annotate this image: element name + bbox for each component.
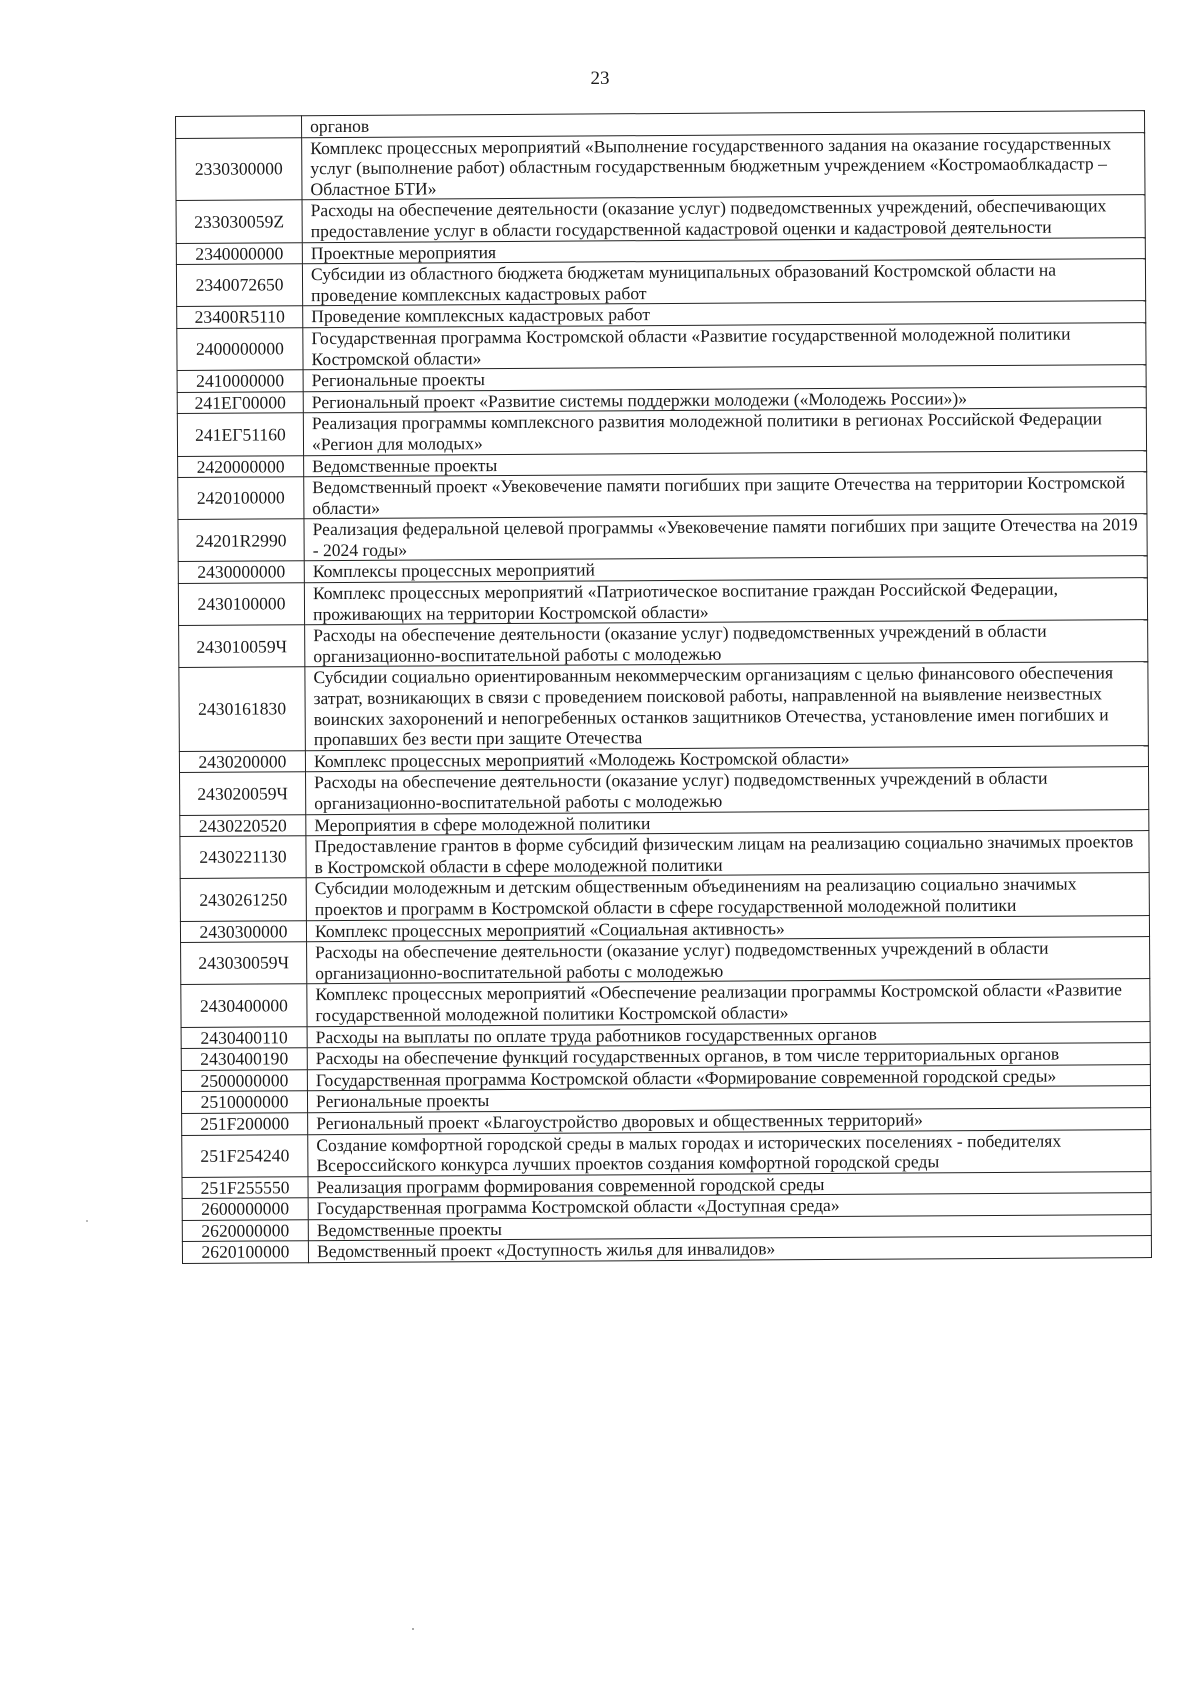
item-description: Комплекс процессных мероприятий «Социальная активность» <box>306 915 1149 942</box>
table-body <box>176 111 1152 1264</box>
table-row <box>176 259 1145 307</box>
classification-code: 24201R2990 <box>178 519 304 562</box>
classification-code: 241ЕГ00000 <box>177 391 303 413</box>
item-description: Расходы на обеспечение деятельности (оказание услуг) подведомственных учреждений, обеспечивающих предоставление услуг в области государственной кадастровой оценки и кадастровой деятельности <box>302 195 1145 242</box>
item-description: Ведомственные проекты <box>304 450 1147 477</box>
item-description: Комплексы процессных мероприятий <box>304 556 1147 583</box>
table-row <box>180 767 1149 815</box>
classification-code: 251F254240 <box>182 1134 308 1177</box>
classification-code: 2430200000 <box>179 751 305 773</box>
item-description: Региональный проект «Развитие системы поддержки молодежи («Молодежь России»)» <box>303 386 1146 413</box>
table-row <box>178 514 1147 562</box>
budget-classification-table <box>175 110 1152 1264</box>
classification-code: 2430400000 <box>181 984 307 1027</box>
item-description: Субсидии молодежным и детским общественным объединениям на реализацию социально значимых проектов и программ в Костромской области в сфере государственной молодежной политики <box>306 873 1149 920</box>
item-description: Региональный проект «Благоустройство дворовых и общественных территорий» <box>308 1107 1151 1134</box>
classification-code: 243020059Ч <box>180 772 306 815</box>
table-row <box>177 323 1146 371</box>
item-description: Расходы на обеспечение функций государственных органов, в том числе территориальных органов <box>307 1043 1150 1070</box>
classification-code: 2410000000 <box>177 370 303 392</box>
item-description: Государственная программа Костромской области «Развитие государственной молодежной политики Костромской области» <box>303 323 1146 370</box>
classification-code: 23400R5110 <box>177 306 303 328</box>
item-description: Комплекс процессных мероприятий «Выполнение государственного задания на оказание государственных услуг (выполнение работ) областным государственным бюджетным учреждением «Костромаоблкадастр – Областное БТИ» <box>302 132 1145 200</box>
table-row <box>182 1129 1151 1177</box>
classification-code: 2500000000 <box>181 1069 307 1091</box>
classification-code: 2430400190 <box>181 1048 307 1070</box>
item-description: Комплекс процессных мероприятий «Молодежь Костромской области» <box>305 745 1148 772</box>
item-description: Расходы на обеспечение деятельности (оказание услуг) подведомственных учреждений в области организационно-воспитательной работы с молодежью <box>307 937 1150 984</box>
classification-code: 2340072650 <box>176 264 302 307</box>
classification-code: 243030059Ч <box>181 942 307 985</box>
item-description: Реализация программ формирования современной городской среды <box>308 1171 1151 1198</box>
item-description: Субсидии из областного бюджета бюджетам муниципальных образований Костромской области на проведение комплексных кадастровых работ <box>302 259 1145 306</box>
item-description: органов <box>302 111 1145 138</box>
scan-speck <box>86 1220 88 1222</box>
classification-code: 2430400110 <box>181 1026 307 1048</box>
item-description: Ведомственные проекты <box>308 1214 1151 1241</box>
classification-code: 2600000000 <box>182 1198 308 1220</box>
page-number: 23 <box>590 68 610 89</box>
classification-code: 2430161830 <box>179 667 306 751</box>
classification-code: 251F200000 <box>182 1113 308 1135</box>
item-description: Предоставление грантов в форме субсидий физическим лицам на реализацию социально значимых проектов в Костромской области в сфере молодежной политики <box>306 831 1149 878</box>
scan-speck <box>412 1628 414 1630</box>
item-description: Комплекс процессных мероприятий «Патриотическое воспитание граждан Российской Федерации, проживающих на территории Костромской области» <box>304 578 1147 625</box>
item-description: Государственная программа Костромской области «Доступная среда» <box>308 1193 1151 1220</box>
item-description: Реализация федеральной целевой программы «Увековечение памяти погибших при защите Отечества на 2019 - 2024 годы» <box>304 514 1147 561</box>
item-description: Субсидии социально ориентированным некоммерческим организациям с целью финансового обеспечения затрат, возникающих в связи с проведением поисковой работы, направленной на выявление неизвестных воинских захоронений и непогребенных останков защитников Отечества, установление имен погибших и пропавших без вести при защите Отечества <box>305 662 1148 751</box>
classification-code: 2430000000 <box>178 561 304 583</box>
item-description: Государственная программа Костромской области «Формирование современной городской среды» <box>307 1064 1150 1091</box>
classification-code: 2430300000 <box>180 920 306 942</box>
item-description: Ведомственный проект «Увековечение памяти погибших при защите Отечества на территории Костромской области» <box>304 472 1147 519</box>
item-description: Расходы на обеспечение деятельности (оказание услуг) подведомственных учреждений в области организационно-воспитательной работы с молодежью <box>306 767 1149 814</box>
item-description: Создание комфортной городской среды в малых городах и исторических поселениях - победителях Всероссийского конкурса лучших проектов создания комфортной городской среды <box>308 1129 1151 1176</box>
table-row <box>180 831 1149 879</box>
item-description: Проведение комплексных кадастровых работ <box>303 301 1146 328</box>
item-description: Мероприятия в сфере молодежной политики <box>306 809 1149 836</box>
table-row <box>178 472 1147 520</box>
item-description: Проектные мероприятия <box>302 237 1145 264</box>
table-row <box>176 132 1145 201</box>
classification-code: 2430221130 <box>180 836 306 879</box>
item-description: Реализация программы комплексного развития молодежной политики в регионах Российской Федерации «Регион для молодых» <box>303 408 1146 455</box>
item-description: Расходы на выплаты по оплате труда работников государственных органов <box>307 1021 1150 1048</box>
classification-code: 2430261250 <box>180 878 306 921</box>
classification-code: 2430100000 <box>178 583 304 626</box>
item-description: Региональные проекты <box>303 365 1146 392</box>
table-row <box>176 195 1145 243</box>
classification-code: 2420000000 <box>178 455 304 477</box>
classification-code: 251F255550 <box>182 1176 308 1198</box>
classification-code: 2430220520 <box>180 814 306 836</box>
table-row <box>179 662 1148 751</box>
table-row <box>178 578 1147 626</box>
classification-code: 243010059Ч <box>179 625 305 668</box>
classification-code: 2620000000 <box>182 1220 308 1242</box>
classification-code: 233030059Z <box>176 200 302 243</box>
item-description: Ведомственный проект «Доступность жилья для инвалидов» <box>308 1236 1151 1263</box>
classification-code: 241ЕГ51160 <box>177 413 303 456</box>
table-row <box>180 873 1149 921</box>
item-description: Комплекс процессных мероприятий «Обеспечение реализации программы Костромской области «Развитие государственной молодежной политики Костромской области» <box>307 979 1150 1026</box>
table-row <box>181 979 1150 1027</box>
table-row <box>181 937 1150 985</box>
item-description: Расходы на обеспечение деятельности (оказание услуг) подведомственных учреждений в области организационно-воспитательной работы с молодежью <box>305 620 1148 667</box>
classification-code: 2400000000 <box>177 328 303 371</box>
classification-code: 2620100000 <box>182 1241 308 1263</box>
classification-code: 2340000000 <box>176 242 302 264</box>
item-description: Региональные проекты <box>307 1086 1150 1113</box>
classification-code <box>176 116 302 138</box>
table-row <box>177 408 1146 456</box>
table-row <box>179 620 1148 668</box>
classification-code: 2420100000 <box>178 477 304 520</box>
classification-code: 2510000000 <box>181 1091 307 1113</box>
classification-code: 2330300000 <box>176 137 302 201</box>
